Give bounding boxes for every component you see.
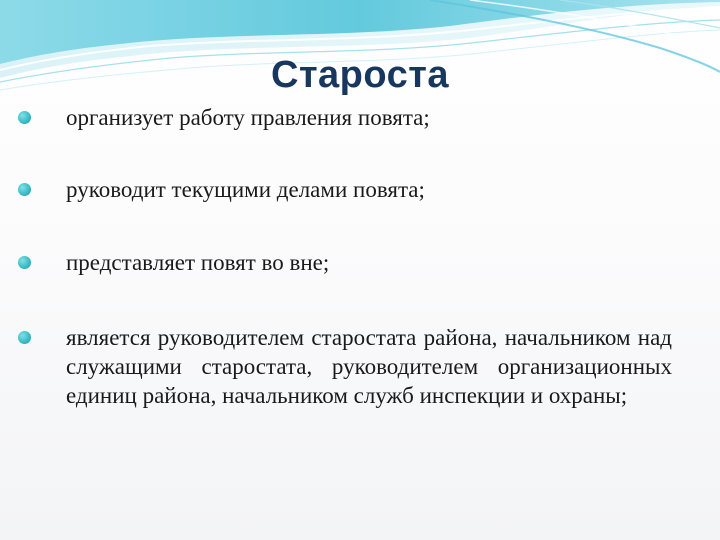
bullet-marker-icon xyxy=(18,331,31,344)
bullet-marker-icon xyxy=(18,183,31,196)
bullet-text-3: представляет повят во вне; xyxy=(66,250,330,275)
bullet-text-1: организует работу правления повята; xyxy=(66,105,430,130)
bullet-text-4: является руководителем старостата района, начальником над служащими старостата, руководителем организационных единиц района, начальником служб инспекции и охраны; xyxy=(66,325,672,408)
bullet-marker-icon xyxy=(18,256,31,269)
bullet-item-3 xyxy=(66,248,672,277)
bullet-text-2: руководит текущими делами повята; xyxy=(66,177,425,202)
slide-title: Староста xyxy=(271,54,449,96)
bullet-item-2 xyxy=(66,175,672,204)
bullet-marker-icon xyxy=(18,111,31,124)
bullet-item-4 xyxy=(66,323,672,410)
bullet-item-1 xyxy=(66,103,672,132)
